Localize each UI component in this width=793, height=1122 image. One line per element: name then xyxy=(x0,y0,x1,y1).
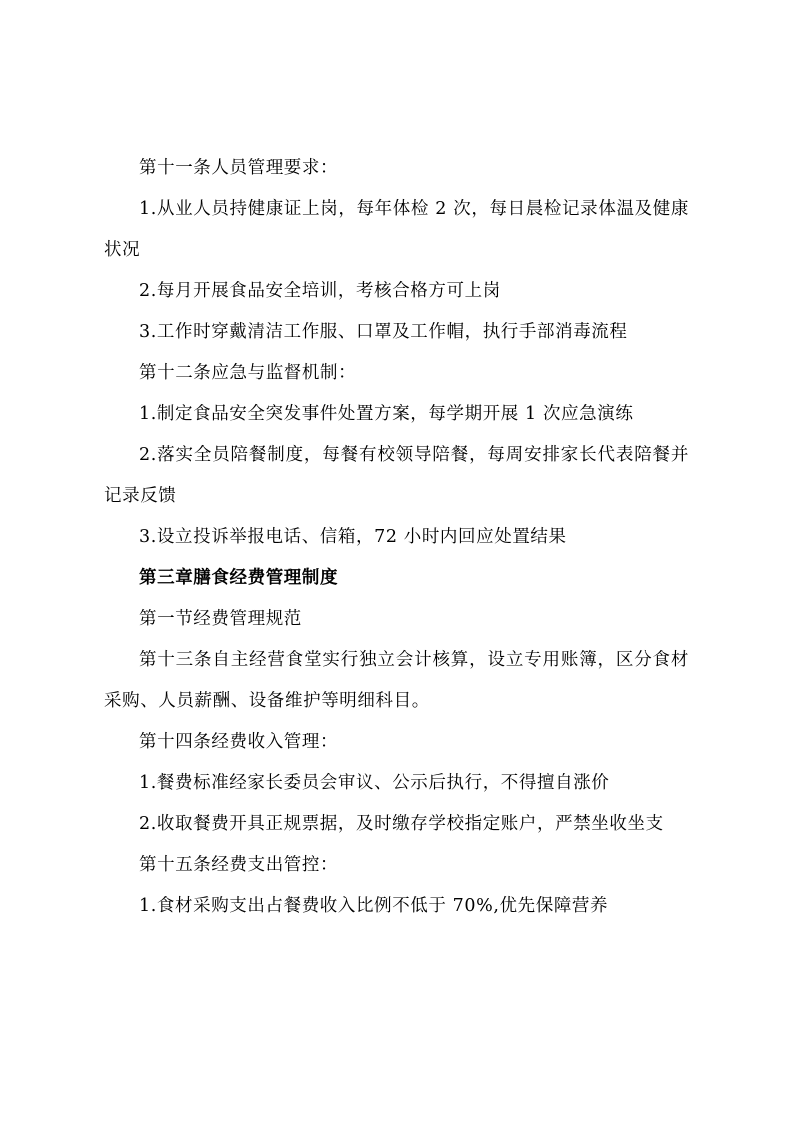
paragraph: 1.餐费标准经家长委员会审议、公示后执行，不得擅自涨价 xyxy=(139,773,610,793)
paragraph: 1.制定食品安全突发事件处置方案，每学期开展 1 次应急演练 xyxy=(139,404,634,424)
paragraph: 2.每月开展食品安全培训，考核合格方可上岗 xyxy=(139,281,501,301)
paragraph: 1.食材采购支出占餐费收入比例不低于 70%,优先保障营养 xyxy=(139,896,609,916)
paragraph: 3.设立投诉举报电话、信箱，72 小时内回应处置结果 xyxy=(139,527,567,547)
paragraph: 第十三条自主经营食堂实行独立会计核算，设立专用账簿，区分食材采购、人员薪酬、设备维护等明细科目。 xyxy=(104,650,689,711)
paragraph: 第十四条经费收入管理： xyxy=(139,732,339,752)
section-heading: 第三章膳食经费管理制度 xyxy=(139,568,339,588)
paragraph: 第十二条应急与监督机制： xyxy=(139,363,357,383)
paragraph: 2.落实全员陪餐制度，每餐有校领导陪餐，每周安排家长代表陪餐并记录反馈 xyxy=(104,445,689,506)
document-body xyxy=(104,148,689,927)
paragraph: 第十一条人员管理要求： xyxy=(139,158,339,178)
paragraph: 第一节经费管理规范 xyxy=(139,609,302,629)
paragraph: 2.收取餐费开具正规票据，及时缴存学校指定账户，严禁坐收坐支 xyxy=(139,814,664,834)
paragraph: 3.工作时穿戴清洁工作服、口罩及工作帽，执行手部消毒流程 xyxy=(139,322,628,342)
paragraph: 第十五条经费支出管控： xyxy=(139,855,339,875)
paragraph: 1.从业人员持健康证上岗，每年体检 2 次，每日晨检记录体温及健康状况 xyxy=(104,199,689,260)
